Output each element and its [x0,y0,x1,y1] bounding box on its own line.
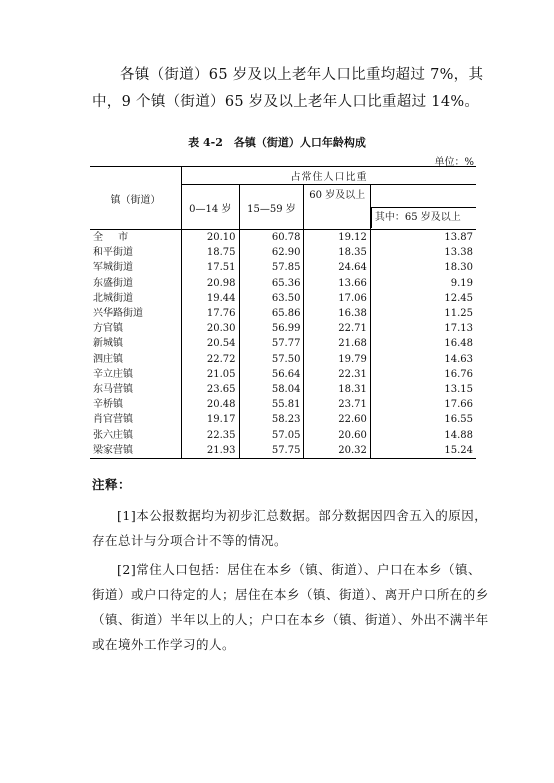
row-name: 全 市 [90,230,182,246]
row-name: 东马营镇 [90,382,182,397]
cell-65-plus: 13.15 [444,384,473,396]
cell-0-14: 20.30 [182,321,240,336]
cell-60-plus: 19.79 [304,352,370,367]
cell-60-plus: 18.31 [304,382,370,397]
table-row [90,291,476,306]
cell-15-59: 57.75 [239,443,304,459]
header-col-60-plus-label: 60 岁及以上 [309,190,366,201]
table-caption: 表 4-2 各镇（街道）人口年龄构成 [188,136,366,149]
cell-65-plus: 12.45 [444,292,473,304]
cell-0-14: 19.17 [182,412,240,427]
cell-60-plus: 23.71 [304,397,370,412]
cell-60-plus: 18.35 [304,245,370,260]
intro-line-1: 各镇（街道）65 岁及以上老年人口比重均超过 7%，其 [120,67,484,83]
cell-0-14: 17.76 [182,306,240,321]
cell-0-14: 21.05 [182,367,240,382]
cell-60-plus: 24.64 [304,260,370,275]
cell-60-plus: 22.71 [304,321,370,336]
table-row [90,260,476,275]
table-row [90,321,476,336]
header-col-65-plus-label: 其中：65 岁及以上 [371,207,476,228]
row-name: 和平街道 [90,245,182,260]
cell-15-59: 65.36 [239,276,304,291]
table-row [90,443,476,459]
cell-15-59: 55.81 [239,397,304,412]
row-name: 新城镇 [90,336,182,351]
table-row [90,367,476,382]
row-name: 兴华路街道 [90,306,182,321]
intro-line-2: 中，9 个镇（街道）65 岁及以上老年人口比重超过 14%。 [92,94,480,110]
cell-60-plus: 16.38 [304,306,370,321]
header-col-65-plus [370,185,476,230]
row-name: 辛立庄镇 [90,367,182,382]
cell-15-59: 60.78 [239,230,304,246]
age-structure-table [90,166,476,459]
header-group: 占常住人口比重 [182,167,477,185]
cell-65-plus: 16.48 [444,338,473,350]
cell-65-plus: 13.87 [444,232,473,243]
cell-0-14: 20.98 [182,276,240,291]
cell-60-plus: 17.06 [304,291,370,306]
cell-0-14: 20.10 [182,230,240,246]
cell-65-plus: 13.38 [444,247,473,259]
header-col-65-plus-spacer [371,185,476,207]
cell-0-14: 21.93 [182,443,240,459]
table-row [90,306,476,321]
note-2: [2]常住人口包括：居住在本乡（镇、街道）、户口在本乡（镇、街道）或户口待定的人；居住在本乡（镇、街道）、离开户口所在的乡（镇、街道）半年以上的人；户口在本乡（镇、街道）、外出不满半年或在境外工作学习的人。 [92,562,489,652]
cell-60-plus: 22.60 [304,412,370,427]
cell-15-59: 63.50 [239,291,304,306]
note-1: [1]本公报数据均为初步汇总数据。部分数据因四舍五入的原因，存在总计与分项合计不等的情况。 [92,508,488,548]
row-name: 肖官营镇 [90,412,182,427]
cell-15-59: 56.64 [239,367,304,382]
cell-60-plus: 13.66 [304,276,370,291]
row-name: 北城街道 [90,291,182,306]
cell-15-59: 56.99 [239,321,304,336]
table-row [90,245,476,260]
table-unit: 单位：% [434,157,474,168]
cell-60-plus: 20.32 [304,443,370,459]
table-row [90,382,476,397]
row-name: 梁家营镇 [90,443,182,459]
cell-0-14: 19.44 [182,291,240,306]
table-row [90,428,476,443]
cell-60-plus: 19.12 [304,230,370,246]
cell-65-plus: 11.25 [444,308,473,320]
cell-65-plus: 16.55 [444,414,473,426]
cell-15-59: 58.23 [239,412,304,427]
header-col-15-59: 15—59 岁 [239,185,304,230]
cell-15-59: 62.90 [239,245,304,260]
table-row [90,352,476,367]
table-row [90,412,476,427]
cell-0-14: 20.48 [182,397,240,412]
intro-paragraph [92,62,492,116]
notes-section [92,472,492,661]
cell-15-59: 57.50 [239,352,304,367]
row-name: 张六庄镇 [90,428,182,443]
cell-65-plus: 17.13 [444,323,473,335]
cell-65-plus: 18.30 [444,262,473,274]
cell-0-14: 17.51 [182,260,240,275]
cell-60-plus: 22.31 [304,367,370,382]
cell-15-59: 57.85 [239,260,304,275]
row-name: 东盛街道 [90,276,182,291]
cell-15-59: 65.86 [239,306,304,321]
cell-60-plus: 21.68 [304,336,370,351]
notes-title: 注释： [92,477,132,492]
cell-0-14: 22.35 [182,428,240,443]
cell-65-plus: 17.66 [444,399,473,411]
cell-65-plus: 14.63 [444,353,473,365]
header-region: 镇（街道） [90,167,182,230]
cell-15-59: 58.04 [239,382,304,397]
cell-15-59: 57.77 [239,336,304,351]
row-name: 泗庄镇 [90,352,182,367]
table-row [90,276,476,291]
row-name: 方官镇 [90,321,182,336]
cell-65-plus: 15.24 [370,443,476,459]
cell-0-14: 20.54 [182,336,240,351]
cell-65-plus: 9.19 [450,277,473,289]
cell-0-14: 22.72 [182,352,240,367]
table-row [90,397,476,412]
row-name: 军城街道 [90,260,182,275]
cell-65-plus: 14.88 [444,429,473,441]
table-row [90,230,476,246]
cell-15-59: 57.05 [239,428,304,443]
cell-0-14: 23.65 [182,382,240,397]
header-col-60-plus [304,185,370,230]
cell-60-plus: 20.60 [304,428,370,443]
row-name: 辛桥镇 [90,397,182,412]
header-col-0-14: 0—14 岁 [182,185,240,230]
cell-65-plus: 16.76 [444,368,473,380]
table-row [90,336,476,351]
cell-0-14: 18.75 [182,245,240,260]
